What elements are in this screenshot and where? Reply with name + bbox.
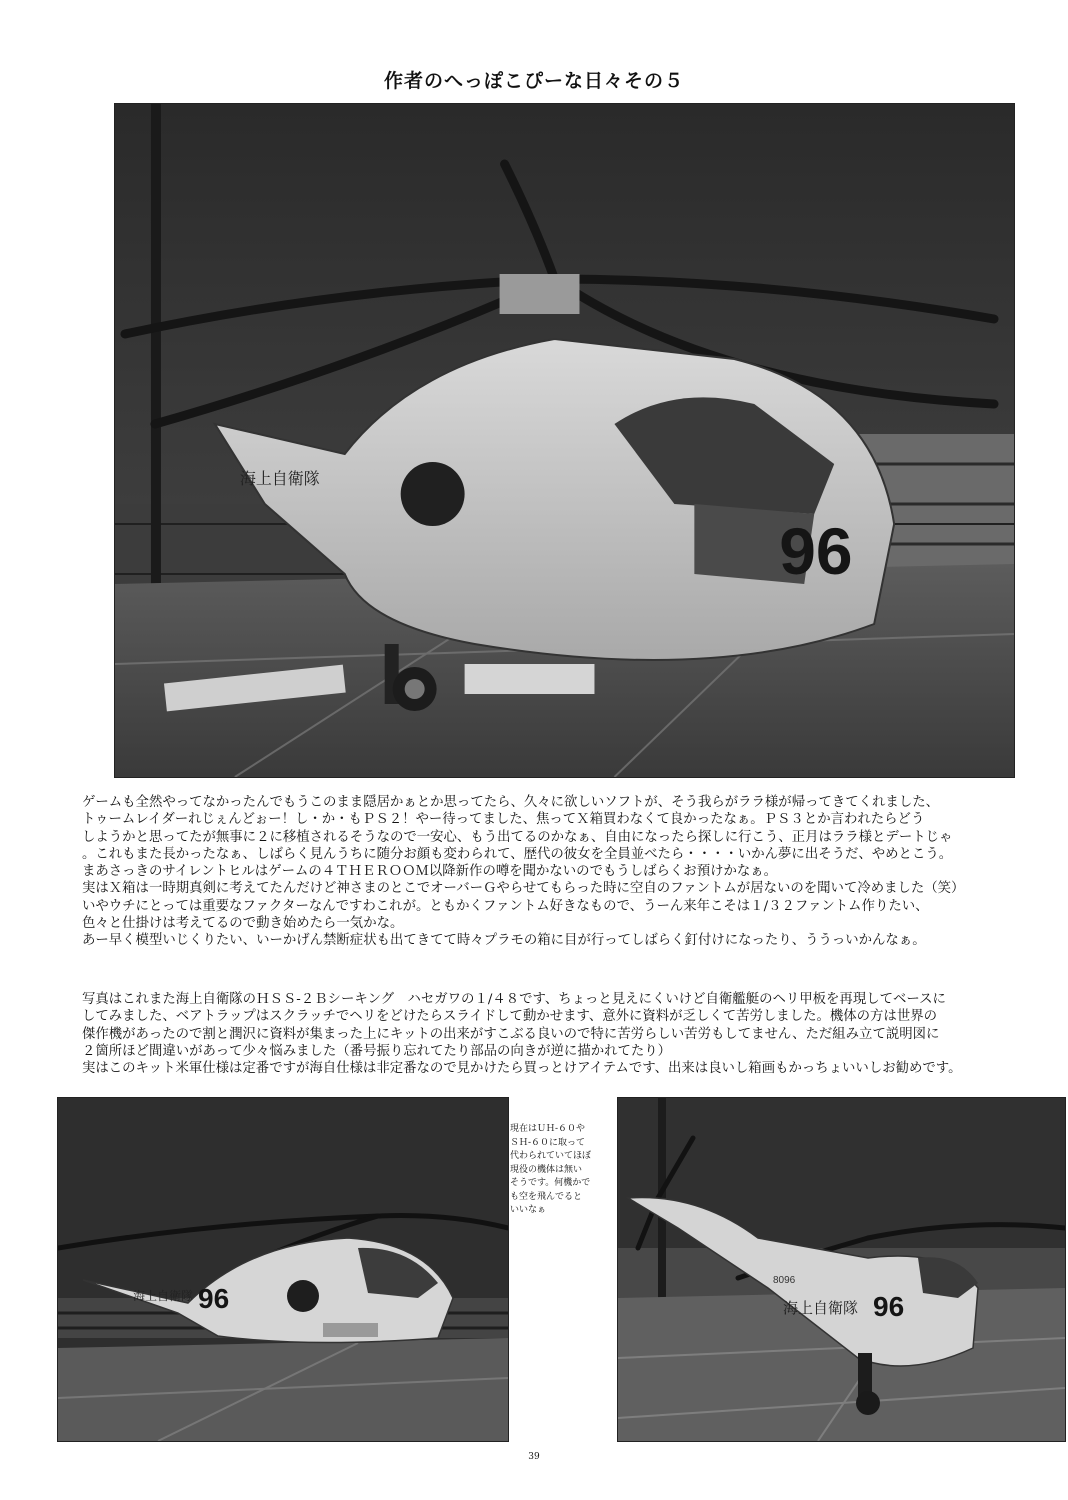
paragraph-1-line: あー早く模型いじくりたい、いーかげん禁断症状も出てきてて時々プラモの箱に目が行ってしばらく釘付けになったり、ううっいかんなぁ。 — [82, 933, 926, 949]
caption-line: 現在はＵＨ-６０や — [510, 1124, 586, 1134]
photo-caption — [510, 1123, 614, 1218]
paragraph-2 — [82, 991, 1057, 1077]
bottom-left-photo-side-text: 海上自衛隊 — [133, 1289, 194, 1303]
paragraph-2-line: ２箇所ほど間違いがあって少々悩みました（番号振り忘れてたり部品の向きが逆に描かれてたり） — [82, 1043, 672, 1059]
caption-line: ＳＨ-６０に取って — [510, 1137, 586, 1148]
page-title: 作者のへっぽこぴーな日々その５ — [383, 70, 684, 92]
caption-line: 現役の機体は無い — [510, 1164, 583, 1175]
paragraph-1-line: トゥームレイダーれじぇんどぉー！し・か・もＰＳ２！やー待ってました、焦ってＸ箱買わなくて良かったなぁ。ＰＳ３とか言われたらどう — [82, 812, 925, 828]
bottom-right-photo-tail-code: 8096 — [773, 1275, 796, 1286]
paragraph-2-line: 傑作機があったので割と潤沢に資料が集まった上にキットの出来がすこぶる良いので特に苦労らしい苦労もしてません、ただ組み立て説明図に — [82, 1026, 940, 1042]
paragraph-1-line: 。これもまた長かったなぁ、しばらく見んうちに随分お顔も変わられて、歴代の彼女を全員並べたら・・・・いかん夢に出そうだ、やめとこう。 — [82, 846, 953, 862]
bottom-right-photo-number: 96 — [873, 1291, 905, 1322]
main-photo — [114, 103, 1015, 778]
main-photo-side-text: 海上自衛隊 — [239, 470, 320, 489]
paragraph-2-line: 実はこのキット米軍仕様は定番ですが海自仕様は非定番なので見かけたら買っとけアイテムです、出来は良いし箱画もかっちょいいしお勧めです。 — [82, 1061, 962, 1077]
caption-line: いいなぁ — [510, 1205, 547, 1215]
paragraph-1-line: しようかと思ってたが無事に２に移植されるそうなので一安心、もう出てるのかなぁ、自由になったら探しに行こう、正月はララ様とデートじゃ — [82, 829, 953, 845]
bottom-right-photo — [617, 1097, 1066, 1442]
caption-line: そうです。何機かで — [510, 1178, 591, 1188]
paragraph-1-line: いやウチにとっては重要なファクターなんですわこれが。ともかくファントム好きなもので、うーん来年こそは１/３２ファントム作りたい、 — [82, 898, 929, 914]
caption-line: も空を飛んでると — [510, 1191, 583, 1202]
bottom-right-photo-side-text: 海上自衛隊 — [783, 1301, 859, 1317]
paragraph-1-line: ゲームも全然やってなかったんでもうこのまま隠居かぁとか思ってたら、久々に欲しいソフトが、そう我らがララ様が帰ってきてくれました、 — [82, 795, 939, 810]
page-number: 39 — [528, 1452, 540, 1462]
paragraph-2-line: 写真はこれまた海上自衛隊のＨＳＳ-２Ｂシーキング ハセガワの１/４８です、ちょっと見えにくいけど自衛艦艇のヘリ甲板を再現してベースに — [82, 992, 946, 1007]
paragraph-1-line: 実はＸ箱は一時期真剣に考えてたんだけど神さまのとこでオーバーＧやらせてもらった時に空自のファントムが居ないのを聞いて冷めました（笑） — [82, 881, 965, 897]
paragraph-1-line: まあさっきのサイレントヒルはゲームの４ＴＨＥＲＯＯＭ以降新作の噂を聞かないのでもうしばらくお預けかなぁ。 — [82, 864, 778, 880]
caption-line: 代わられていてほぼ — [510, 1151, 592, 1161]
paragraph-1 — [82, 794, 1057, 950]
paragraph-1-line: 色々と仕掛けは考えてるので動き始めたら一気かな。 — [82, 916, 404, 932]
paragraph-2-line: してみました、ベアトラップはスクラッチでヘリをどけたらスライドして動かせます、意外に資料が乏しくて苦労しました。機体の方は世界の — [82, 1009, 937, 1025]
bottom-left-photo — [57, 1097, 509, 1442]
main-photo-nose-number: 96 — [779, 513, 853, 589]
bottom-left-photo-number: 96 — [198, 1283, 230, 1314]
